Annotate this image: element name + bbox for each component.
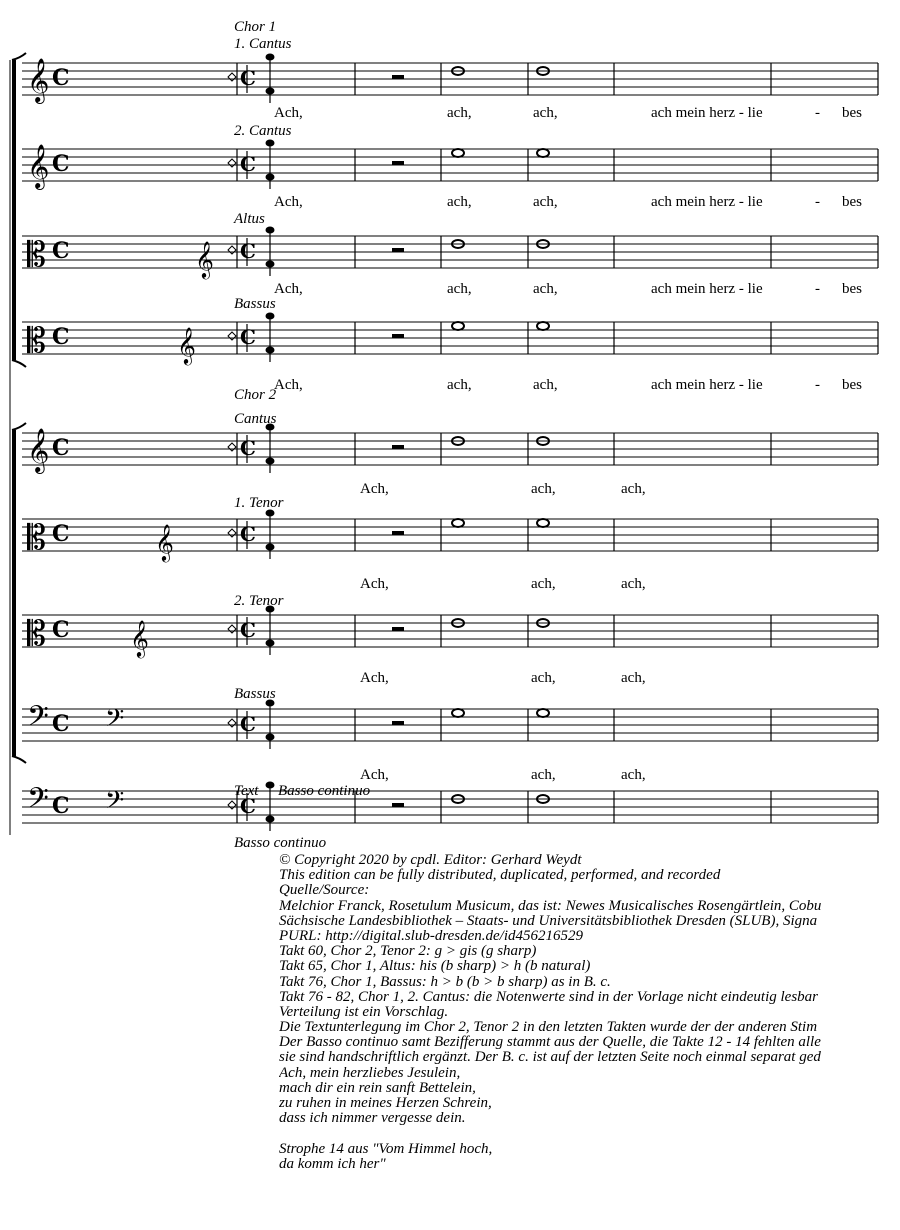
alto-clef: 𝄡	[27, 235, 46, 275]
whole-note	[537, 149, 549, 157]
staff-label: 1. Tenor	[234, 495, 284, 511]
choir1-bracket-hook-top	[12, 53, 26, 60]
lyric-syllable: ach,	[531, 481, 556, 497]
note-head	[266, 313, 275, 320]
note-head	[266, 174, 275, 181]
footer-line: Quelle/Source:	[279, 882, 370, 899]
modern-treble-clef: 𝄞	[130, 619, 149, 657]
lyric-syllable: Ach,	[274, 281, 303, 297]
lyric-syllable: Ach,	[274, 194, 303, 210]
lyric-syllable: Ach,	[360, 576, 389, 592]
choir2-bracket-hook-top	[12, 423, 26, 430]
time-signature: C	[52, 151, 70, 177]
half-rest	[392, 803, 404, 807]
note-head	[266, 782, 275, 789]
lyric-syllable: ach,	[533, 105, 558, 121]
half-rest	[392, 531, 404, 535]
lyric-syllable: bes	[842, 194, 862, 210]
incipit-diamond	[228, 801, 236, 809]
footer-line: Melchior Franck, Rosetulum Musicum, das ist: Newes Musicalisches Rosengärtlein, Cobu	[279, 897, 822, 914]
lyric-syllable: ach,	[621, 576, 646, 592]
staff-label: Text	[234, 783, 259, 799]
time-signature: C	[52, 65, 70, 91]
footer-line: Takt 65, Chor 1, Altus: his (b sharp) > h (b natural)	[279, 958, 591, 975]
incipit-diamond	[228, 719, 236, 727]
note-head	[266, 347, 275, 354]
lyric-syllable: ach,	[447, 194, 472, 210]
incipit-diamond	[228, 625, 236, 633]
note-head	[266, 458, 275, 465]
time-signature: C	[52, 521, 70, 547]
note-head	[266, 640, 275, 647]
time-signature-modern: C	[240, 436, 256, 460]
footer-line: da komm ich her"	[279, 1155, 386, 1172]
footer-line: This edition can be fully distributed, duplicated, performed, and recorded	[279, 867, 721, 884]
lyric-syllable: bes	[842, 281, 862, 297]
bass-clef: 𝄢	[27, 700, 49, 740]
modern-bass-clef: 𝄢	[105, 786, 125, 821]
footer-notes	[279, 853, 900, 1172]
footer-line: Ach, mein herzliebes Jesulein,	[279, 1064, 461, 1081]
lyric-syllable: -	[815, 281, 820, 297]
incipit-diamond	[228, 443, 236, 451]
footer-line: sie sind handschriftlich ergänzt. Der B. c. ist auf der letzten Seite noch einmal separat ged	[279, 1049, 821, 1066]
footer-line: mach dir ein rein sanft Bettelein,	[279, 1079, 476, 1096]
footer-line: PURL: http://digital.slub-dresden.de/id456216529	[279, 927, 584, 944]
footer-line: dass ich nimmer vergesse dein.	[279, 1110, 466, 1127]
footer-line	[279, 1126, 900, 1141]
footer-line: Takt 76 - 82, Chor 1, 2. Cantus: die Notenwerte sind in der Vorlage nicht eindeutig lesbar	[279, 988, 819, 1005]
lyric-syllable: ach,	[447, 377, 472, 393]
choir2-bracket-hook-bottom	[12, 756, 26, 763]
lyric-syllable: ach mein herz - lie	[651, 194, 763, 210]
treble-clef: 𝄞	[27, 58, 50, 102]
incipit-diamond	[228, 246, 236, 254]
continuo-label-bottom: Basso continuo	[234, 835, 327, 851]
time-signature: C	[52, 711, 70, 737]
continuo-label-top: Basso continuo	[278, 783, 371, 799]
modern-treble-clef: 𝄞	[155, 523, 174, 561]
lyric-syllable: ach,	[531, 767, 556, 783]
lyric-syllable: bes	[842, 105, 862, 121]
time-signature-modern: C	[240, 618, 256, 642]
footer-line: Verteilung ist ein Vorschlag.	[279, 1003, 449, 1020]
footer-line: Der Basso continuo samt Bezifferung stammt aus der Quelle, die Takte 12 - 14 fehlten alle	[279, 1034, 821, 1051]
time-signature-modern: C	[240, 712, 256, 736]
note-head	[266, 544, 275, 551]
lyric-syllable: ach,	[621, 670, 646, 686]
time-signature: C	[52, 793, 70, 819]
whole-note	[537, 519, 549, 527]
bass-clef: 𝄢	[27, 782, 49, 822]
lyric-syllable: Ach,	[360, 481, 389, 497]
time-signature-modern: C	[240, 794, 256, 818]
alto-clef: 𝄡	[27, 321, 46, 361]
choir1-bracket-hook-bottom	[12, 360, 26, 367]
footer-line: Takt 76, Chor 1, Bassus: h > b (b > b sharp) as in B. c.	[279, 973, 611, 990]
time-signature-modern: C	[240, 325, 256, 349]
lyric-syllable: -	[815, 194, 820, 210]
note-head	[266, 88, 275, 95]
staff-label: Altus	[234, 211, 265, 227]
staff-label: 1. Cantus	[234, 36, 292, 52]
incipit-diamond	[228, 529, 236, 537]
incipit-diamond	[228, 73, 236, 81]
treble-clef: 𝄞	[27, 428, 50, 472]
half-rest	[392, 248, 404, 252]
lyric-syllable: ach,	[533, 281, 558, 297]
lyric-syllable: ach,	[531, 670, 556, 686]
choir1-label: Chor 1	[234, 19, 277, 35]
whole-note	[537, 322, 549, 330]
whole-note	[452, 149, 464, 157]
lyric-syllable: ach,	[533, 194, 558, 210]
whole-note	[452, 322, 464, 330]
alto-clef: 𝄡	[27, 614, 46, 654]
lyric-syllable: ach mein herz - lie	[651, 377, 763, 393]
staff-label: Cantus	[234, 411, 277, 427]
half-rest	[392, 627, 404, 631]
footer-line: © Copyright 2020 by cpdl. Editor: Gerhard Weydt	[279, 853, 582, 868]
lyric-syllable: Ach,	[360, 670, 389, 686]
half-rest	[392, 334, 404, 338]
whole-note	[452, 519, 464, 527]
lyric-syllable: bes	[842, 377, 862, 393]
alto-clef: 𝄡	[27, 518, 46, 558]
lyric-syllable: Ach,	[360, 767, 389, 783]
time-signature: C	[52, 617, 70, 643]
lyric-syllable: -	[815, 105, 820, 121]
time-signature-modern: C	[240, 66, 256, 90]
lyric-syllable: -	[815, 377, 820, 393]
lyric-syllable: ach mein herz - lie	[651, 281, 763, 297]
staff-label: Bassus	[234, 686, 276, 702]
half-rest	[392, 75, 404, 79]
time-signature-modern: C	[240, 239, 256, 263]
time-signature: C	[52, 324, 70, 350]
modern-bass-clef: 𝄢	[105, 704, 125, 739]
footer-line: Die Textunterlegung im Chor 2, Tenor 2 in den letzten Takten wurde der der anderen Stim	[279, 1019, 818, 1036]
time-signature: C	[52, 435, 70, 461]
lyric-syllable: ach,	[621, 767, 646, 783]
lyric-syllable: ach mein herz - lie	[651, 105, 763, 121]
staff-label: Bassus	[234, 296, 276, 312]
time-signature-modern: C	[240, 152, 256, 176]
lyric-syllable: ach,	[447, 281, 472, 297]
staff-label: 2. Tenor	[234, 593, 284, 609]
half-rest	[392, 721, 404, 725]
lyric-syllable: ach,	[447, 105, 472, 121]
footer-line: Takt 60, Chor 2, Tenor 2: g > gis (g sharp)	[279, 943, 537, 960]
footer-line: Strophe 14 aus "Vom Himmel hoch,	[279, 1140, 493, 1157]
whole-note	[537, 709, 549, 717]
lyric-syllable: Ach,	[274, 105, 303, 121]
note-head	[266, 816, 275, 823]
lyric-syllable: ach,	[533, 377, 558, 393]
note-head	[266, 227, 275, 234]
note-head	[266, 54, 275, 61]
time-signature: C	[52, 238, 70, 264]
treble-clef: 𝄞	[27, 144, 50, 188]
modern-treble-clef: 𝄞	[195, 240, 214, 278]
staff-label: 2. Cantus	[234, 123, 292, 139]
footer-line: Sächsische Landesbibliothek – Staats- und Universitätsbibliothek Dresden (SLUB), Signa	[279, 912, 818, 929]
lyric-syllable: Ach,	[274, 377, 303, 393]
half-rest	[392, 161, 404, 165]
footer-line: zu ruhen in meines Herzen Schrein,	[279, 1095, 492, 1111]
note-head	[266, 140, 275, 147]
incipit-diamond	[228, 332, 236, 340]
lyric-syllable: ach,	[621, 481, 646, 497]
time-signature-modern: C	[240, 522, 256, 546]
note-head	[266, 261, 275, 268]
lyric-syllable: ach,	[531, 576, 556, 592]
choir2-label: Chor 2	[234, 387, 277, 403]
modern-treble-clef: 𝄞	[177, 326, 196, 364]
whole-note	[452, 709, 464, 717]
incipit-diamond	[228, 159, 236, 167]
note-head	[266, 734, 275, 741]
half-rest	[392, 445, 404, 449]
